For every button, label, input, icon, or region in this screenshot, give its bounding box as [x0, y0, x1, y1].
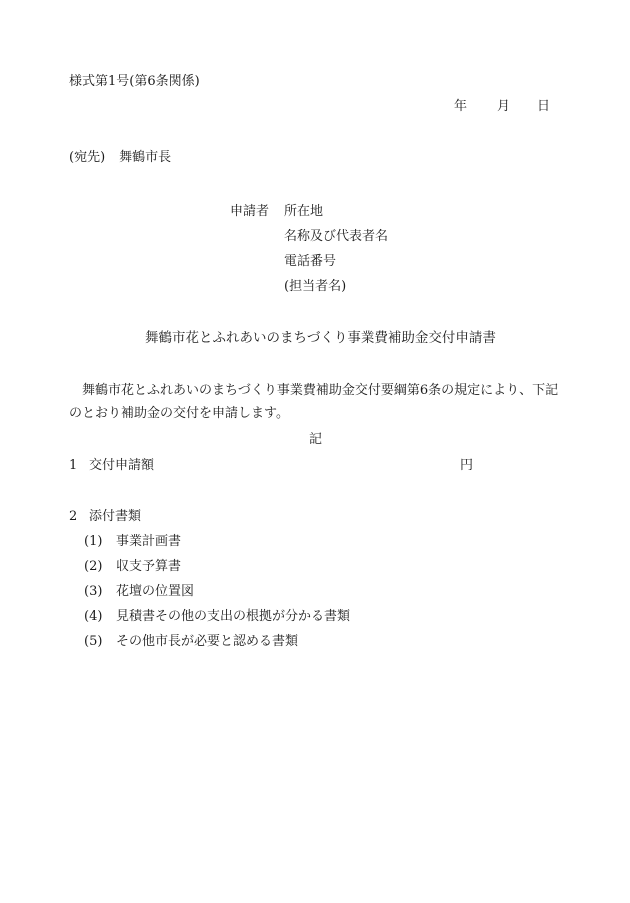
- applicant-phone-label: 電話番号: [284, 254, 337, 269]
- item1-number: 1: [69, 458, 78, 473]
- attachment-number: (4): [84, 609, 103, 624]
- body-text: 舞鶴市花とふれあいのまちづくり事業費補助金交付要綱第6条の規定により、下記のとおり補助金の交付を申請します。: [69, 383, 559, 421]
- attachment-item: 花壇の位置図: [116, 584, 195, 599]
- attachment-item: 事業計画書: [116, 534, 182, 549]
- item2-number: 2: [69, 509, 78, 524]
- attachment-number: (1): [84, 534, 103, 549]
- applicant-address-label: 所在地: [284, 204, 324, 219]
- attachment-number: (5): [84, 634, 103, 649]
- applicant-contact-label: (担当者名): [284, 279, 347, 294]
- addressee-label: (宛先): [69, 150, 106, 165]
- date-month-label: 月: [497, 99, 511, 114]
- attachment-number: (3): [84, 584, 103, 599]
- date-day-label: 日: [537, 99, 551, 114]
- attachment-item: その他市長が必要と認める書類: [116, 634, 299, 649]
- applicant-name-label: 名称及び代表者名: [284, 229, 389, 244]
- item1-unit: 円: [460, 458, 474, 473]
- item1-label: 交付申請額: [89, 458, 155, 473]
- item2-label: 添付書類: [89, 509, 142, 524]
- attachment-item: 見積書その他の支出の根拠が分かる書類: [116, 609, 351, 624]
- addressee: [69, 150, 171, 166]
- date-year-label: 年: [454, 99, 468, 114]
- ki-heading: 記: [309, 432, 323, 447]
- attachment-item: 収支予算書: [116, 559, 182, 574]
- attachment-number: (2): [84, 559, 103, 574]
- addressee-name: 舞鶴市長: [119, 150, 172, 165]
- applicant-label: 申請者: [230, 204, 270, 219]
- form-number: 様式第1号(第6条関係): [69, 74, 200, 89]
- document-title: 舞鶴市花とふれあいのまちづくり事業費補助金交付申請書: [145, 330, 496, 346]
